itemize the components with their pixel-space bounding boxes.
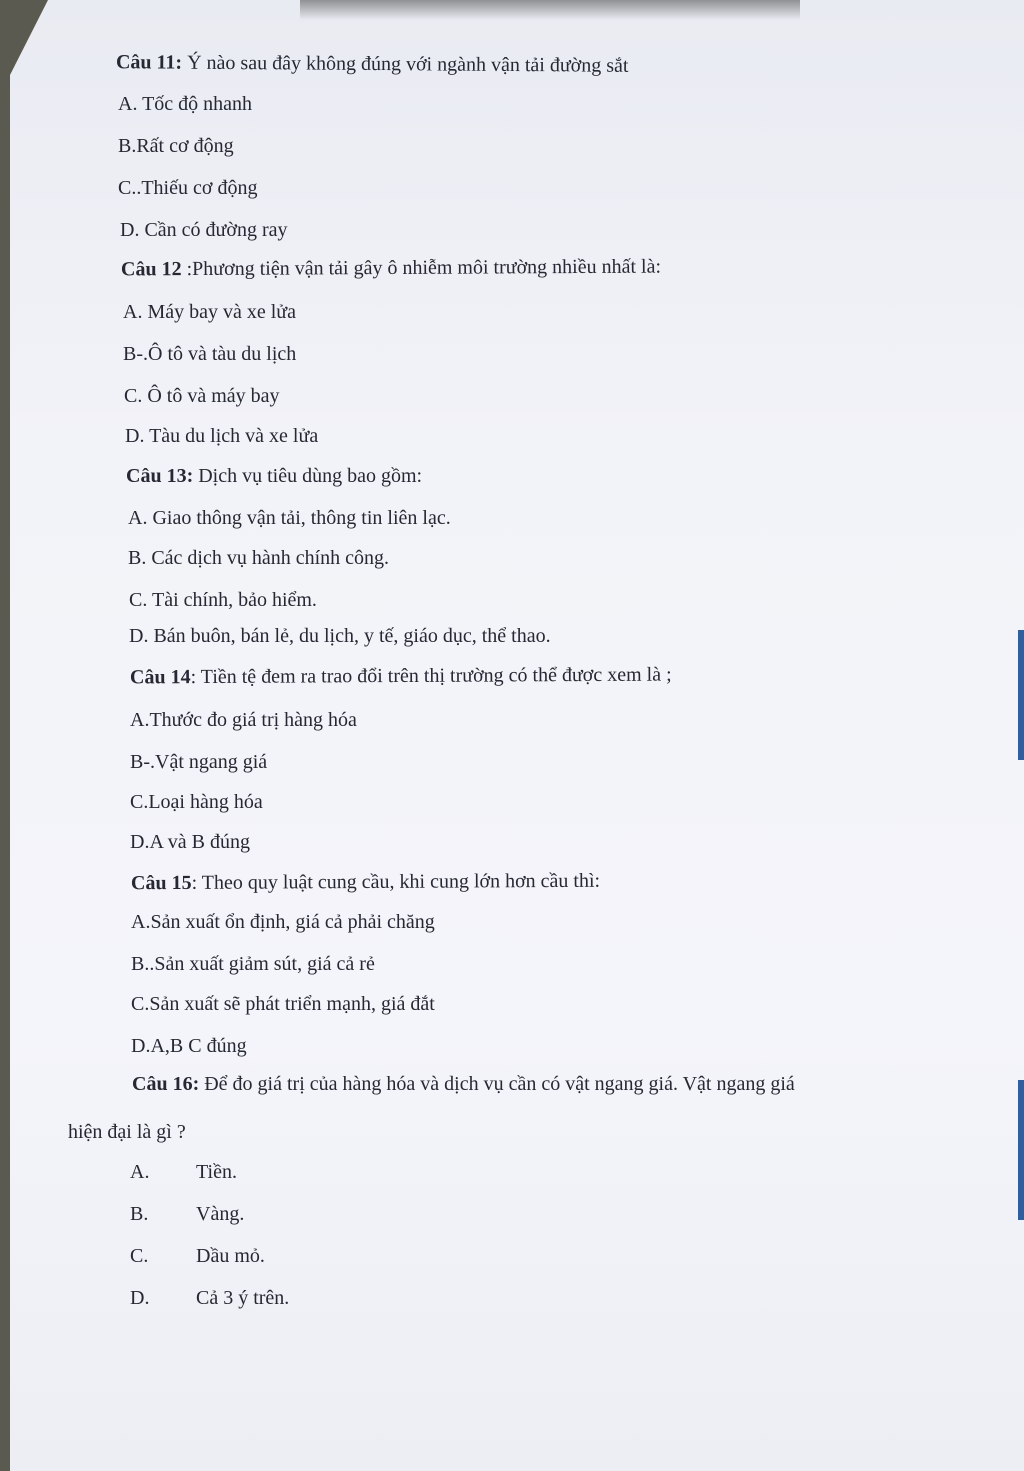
top-shadow (300, 0, 800, 20)
question-label: Câu 11: (115, 51, 183, 74)
option-14b: B-.Vật ngang giá (130, 751, 268, 773)
option-13c: C. Tài chính, bảo hiểm. (129, 589, 317, 611)
question-13 (126, 464, 422, 488)
question-label: Câu 12 (120, 258, 182, 281)
question-15 (131, 869, 600, 895)
option-text: Cả 3 ý trên. (196, 1287, 290, 1309)
option-13d: D. Bán buôn, bán lẻ, du lịch, y tế, giáo dục, thể thao. (129, 625, 551, 647)
option-14d: D.A và B đúng (130, 831, 250, 853)
option-12d: D. Tàu du lịch và xe lửa (125, 425, 319, 447)
option-12a: A. Máy bay và xe lửa (123, 301, 297, 323)
option-11a: A. Tốc độ nhanh (118, 93, 253, 115)
option-15c: C.Sản xuất sẽ phát triển mạnh, giá đắt (131, 993, 435, 1015)
option-12c: C. Ô tô và máy bay (124, 385, 280, 407)
question-12 (121, 255, 661, 282)
option-14c: C.Loại hàng hóa (130, 791, 263, 813)
question-text: Dịch vụ tiêu dùng bao gồm: (193, 465, 423, 487)
question-text: Để đo giá trị của hàng hóa và dịch vụ cần có vật ngang giá. Vật ngang giá (199, 1073, 795, 1095)
question-11 (116, 50, 629, 78)
option-letter: A. (130, 1161, 150, 1183)
option-15a: A.Sản xuất ổn định, giá cả phải chăng (131, 911, 435, 933)
question-label: Câu 14 (129, 666, 191, 689)
question-text: : Theo quy luật cung cầu, khi cung lớn hơn cầu thì: (191, 869, 601, 894)
question-16-continued: hiện đại là gì ? (68, 1121, 186, 1143)
background-edge (1018, 630, 1024, 760)
option-letter: D. (130, 1287, 150, 1309)
question-label: Câu 16: (132, 1073, 200, 1095)
question-14 (130, 663, 672, 690)
question-label: Câu 15 (130, 871, 192, 895)
question-label: Câu 13: (126, 465, 194, 487)
question-text: Ý nào sau đây không đúng với ngành vận tải đường sắt (182, 51, 629, 77)
question-16 (132, 1072, 795, 1096)
option-11c: C..Thiếu cơ động (118, 177, 258, 199)
option-16c (130, 1244, 265, 1268)
option-15d: D.A,B C đúng (131, 1035, 247, 1057)
option-13b: B. Các dịch vụ hành chính công. (128, 547, 390, 569)
question-text: :Phương tiện vận tải gây ô nhiễm môi trường nhiều nhất là: (181, 255, 662, 281)
option-13a: A. Giao thông vận tải, thông tin liên lạc. (128, 507, 451, 529)
option-14a: A.Thước đo giá trị hàng hóa (130, 709, 357, 731)
option-16d (130, 1286, 289, 1310)
option-letter: B. (130, 1203, 149, 1225)
background-edge (1018, 1080, 1024, 1220)
option-16b (130, 1202, 244, 1226)
option-11b: B.Rất cơ động (118, 135, 234, 157)
option-text: Dầu mỏ. (196, 1245, 265, 1267)
option-text: Tiền. (196, 1161, 237, 1183)
option-16a (130, 1160, 237, 1184)
option-text: Vàng. (196, 1203, 245, 1225)
question-text: : Tiền tệ đem ra trao đổi trên thị trường có thể được xem là ; (190, 663, 672, 689)
option-11d: D. Cần có đường ray (120, 219, 288, 241)
option-15b: B..Sản xuất giảm sút, giá cả rẻ (131, 953, 375, 975)
option-letter: C. (130, 1245, 149, 1267)
option-12b: B-.Ô tô và tàu du lịch (123, 343, 297, 365)
